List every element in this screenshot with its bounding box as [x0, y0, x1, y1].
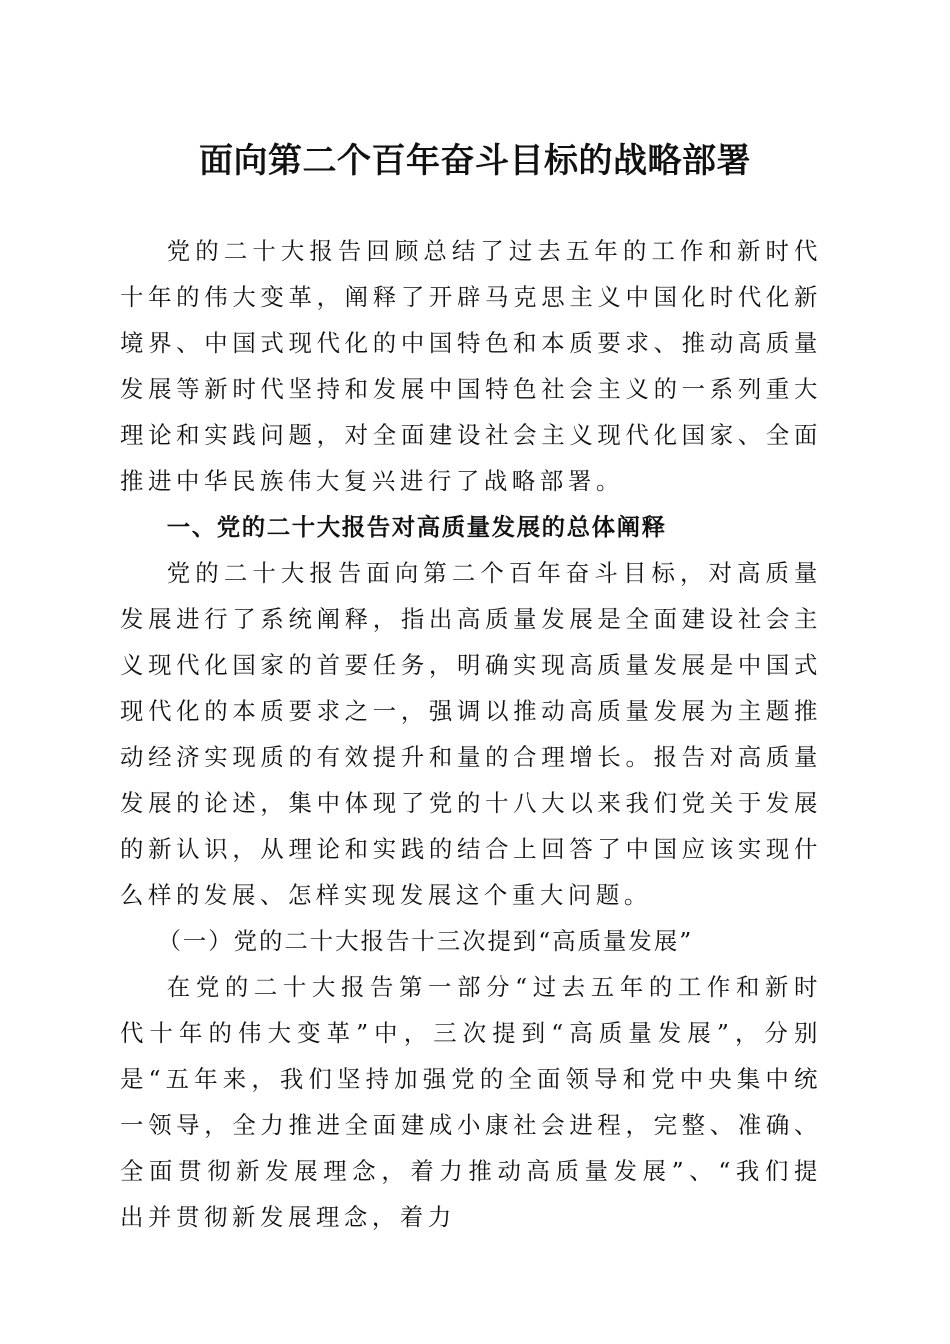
subsection-1-paragraph: 在党的二十大报告第一部分“过去五年的工作和新时代十年的伟大变革”中，三次提到“高质量发展”，分别是“五年来，我们坚持加强党的全面领导和党中央集中统一领导，全力推进全面建成小康社会进程，完整、准确、全面贯彻新发展理念，着力推动高质量发展”、“我们提出并贯彻新发展理念，着力	[120, 973, 822, 1231]
document-body	[120, 228, 822, 1240]
subsection-heading-1: （一）党的二十大报告十三次提到“高质量发展”	[157, 927, 694, 955]
section-1-paragraph: 党的二十大报告面向第二个百年奋斗目标，对高质量发展进行了系统阐释，指出高质量发展是全面建设社会主义现代化国家的首要任务，明确实现高质量发展是中国式现代化的本质要求之一，强调以推动高质量发展为主题推动经济实现质的有效提升和量的合理增长。报告对高质量发展的论述，集中体现了党的十八大以来我们党关于发展的新认识，从理论和实践的结合上回答了中国应该实现什么样的发展、怎样实现发展这个重大问题。	[120, 559, 822, 909]
section-heading-1: 一、党的二十大报告对高质量发展的总体阐释	[166, 513, 667, 541]
document-title: 面向第二个百年奋斗目标的战略部署	[199, 141, 751, 181]
intro-paragraph: 党的二十大报告回顾总结了过去五年的工作和新时代十年的伟大变革，阐释了开辟马克思主义中国化时代化新境界、中国式现代化的中国特色和本质要求、推动高质量发展等新时代坚持和发展中国特色社会主义的一系列重大理论和实践问题，对全面建设社会主义现代化国家、全面推进中华民族伟大复兴进行了战略部署。	[120, 237, 822, 495]
